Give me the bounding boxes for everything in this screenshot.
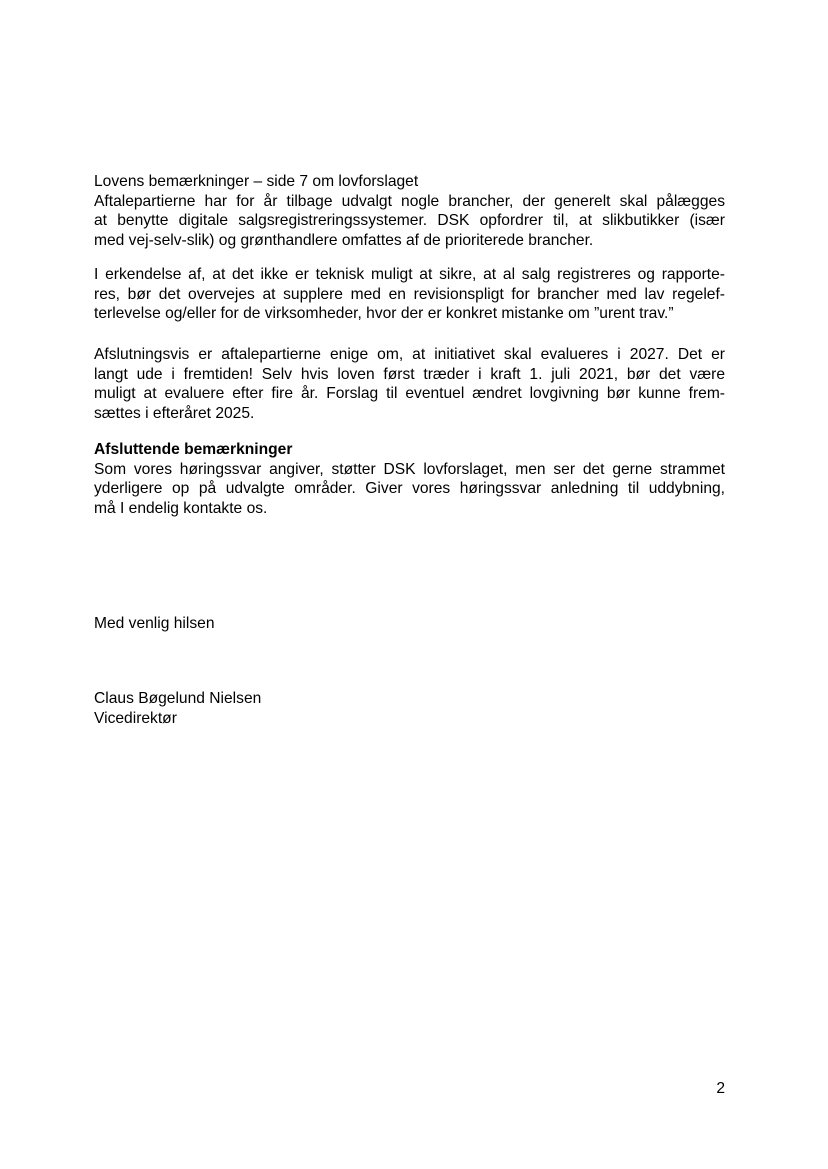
paragraph-line: Aftalepartierne har for år tilbage udvalgt nogle brancher, der generelt skal pålægges <box>94 192 725 210</box>
signatory-name: Claus Bøgelund Nielsen <box>94 690 262 707</box>
paragraph-line: I erkendelse af, at det ikke er teknisk muligt at sikre, at al salg registreres og rapporte- <box>94 266 725 283</box>
paragraph-line: sættes i efteråret 2025. <box>94 404 255 422</box>
section-heading: Afsluttende bemærkninger <box>94 441 293 458</box>
paragraph-line: med vej-selv-slik) og grønthandlere omfattes af de prioriterede brancher. <box>94 231 594 249</box>
closing-greeting: Med venlig hilsen <box>94 615 215 632</box>
signatory-title: Vicedirektør <box>94 709 177 727</box>
closing-greeting-block <box>94 614 725 634</box>
paragraph-afsluttende-bemaerkninger <box>94 440 725 518</box>
paragraph-line: res, bør det overvejes at supplere med en revisionspligt for brancher med lav regelef- <box>94 285 725 303</box>
paragraph-afslutningsvis <box>94 345 725 423</box>
paragraph-lovens-bemaerkninger <box>94 172 725 250</box>
signature-block <box>94 689 725 728</box>
paragraph-line: Som vores høringssvar angiver, støtter DSK lovforslaget, men ser det gerne strammet <box>94 460 725 478</box>
paragraph-line: yderligere op på udvalgte områder. Giver vores høringssvar anledning til uddybning, <box>94 480 725 498</box>
paragraph-line: må I endelig kontakte os. <box>94 499 268 517</box>
paragraph-line: Afslutningsvis er aftalepartierne enige om, at initiativet skal evalueres i 2027. Det er <box>94 346 725 363</box>
paragraph-line: terlevelse og/eller for de virksomheder, hvor der er konkret mistanke om ”urent trav.” <box>94 305 674 323</box>
page-number: 2 <box>716 1080 725 1097</box>
section-title-lovens: Lovens bemærkninger – side 7 om lovforslaget <box>94 173 419 190</box>
paragraph-line: muligt at evaluere efter fire år. Forslag til eventuel ændret lovgivning bør kunne frem- <box>94 385 725 403</box>
paragraph-line: at benytte digitale salgsregistreringssystemer. DSK opfordrer til, at slikbutikker (især <box>94 212 725 230</box>
paragraph-erkendelse <box>94 265 725 324</box>
paragraph-line: langt ude i fremtiden! Selv hvis loven først træder i kraft 1. juli 2021, bør det være <box>94 365 725 383</box>
